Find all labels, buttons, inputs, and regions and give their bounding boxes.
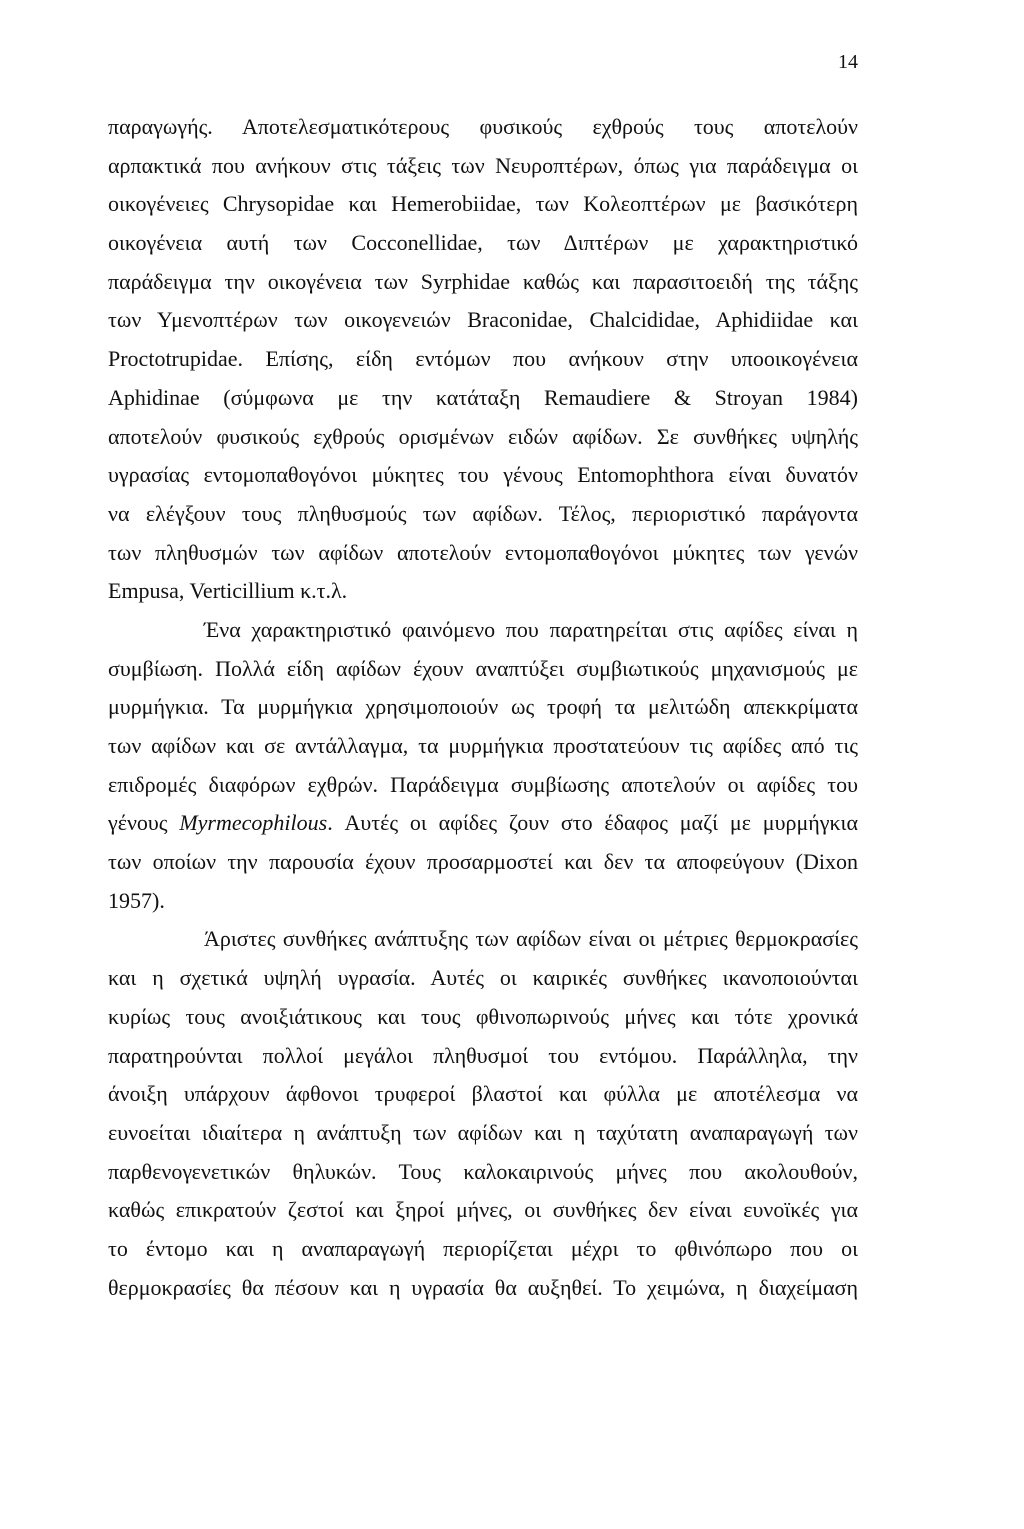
text-line: παρατηρούνται πολλοί μεγάλοι πληθυσμοί του εντόμου. Παράλληλα, την [108, 1042, 858, 1068]
text-line: των οποίων την παρουσία έχουν προσαρμοστεί και δεν τα αποφεύγουν (Dixon [108, 849, 858, 875]
text-line: των Υμενοπτέρων των οικογενειών Braconidae, Chalcididae, Aphidiidae και [108, 307, 858, 333]
text-line: επιδρομές διαφόρων εχθρών. Παράδειγμα συμβίωσης αποτελούν οι αφίδες του [108, 771, 858, 797]
text-line: αποτελούν φυσικούς εχθρούς ορισμένων ειδών αφίδων. Σε συνθήκες υψηλής [108, 423, 858, 449]
text-line: αρπακτικά που ανήκουν στις τάξεις των Νευροπτέρων, όπως για παράδειγμα οι [108, 152, 858, 178]
text-line: άνοιξη υπάρχουν άφθονοι τρυφεροί βλαστοί και φύλλα με αποτέλεσμα να [108, 1081, 858, 1107]
text-line: οικογένειες Chrysopidae και Hemerobiidae, των Κολεοπτέρων με βασικότερη [108, 191, 858, 217]
page-number: 14 [838, 51, 858, 73]
text-line: θερμοκρασίες θα πέσουν και η υγρασία θα αυξηθεί. Το χειμώνα, η διαχείμαση [108, 1274, 858, 1300]
text-segment: . Αυτές οι αφίδες ζουν στο έδαφος μαζί με μυρμήγκια [327, 810, 858, 836]
text-line: και η σχετικά υψηλή υγρασία. Αυτές οι καιρικές συνθήκες ικανοποιούνται [108, 965, 858, 991]
text-line: ευνοείται ιδιαίτερα η ανάπτυξη των αφίδων και η ταχύτατη αναπαραγωγή των [108, 1119, 858, 1145]
text-line: κυρίως τους ανοιξιάτικους και τους φθινοπωρινούς μήνες και τότε χρονικά [108, 1003, 858, 1029]
body-text [108, 108, 858, 1307]
text-line: Ένα χαρακτηριστικό φαινόμενο που παρατηρείται στις αφίδες είναι η [204, 616, 858, 642]
text-line: των αφίδων και σε αντάλλαγμα, τα μυρμήγκια προστατεύουν τις αφίδες από τις [108, 733, 858, 758]
text-line: Proctotrupidae. Επίσης, είδη εντόμων που ανήκουν στην υποοικογένεια [108, 346, 858, 372]
text-line: παρθενογενετικών θηλυκών. Τους καλοκαιρινούς μήνες που ακολουθούν, [108, 1158, 858, 1184]
text-line: συμβίωση. Πολλά είδη αφίδων έχουν αναπτύξει συμβιωτικούς μηχανισμούς με [108, 655, 858, 681]
text-line: μυρμήγκια. Τα μυρμήγκια χρησιμοποιούν ως τροφή τα μελιτώδη απεκκρίματα [108, 694, 858, 720]
text-line: παραγωγής. Αποτελεσματικότερους φυσικούς εχθρούς τους αποτελούν [108, 114, 858, 139]
text-line: των πληθυσμών των αφίδων αποτελούν εντομοπαθογόνοι μύκητες των γενών [108, 539, 858, 565]
text-line: υγρασίας εντομοπαθογόνοι μύκητες του γένους Entomophthora είναι δυνατόν [108, 462, 858, 488]
text-line-with-italic [108, 804, 858, 843]
text-line: καθώς επικρατούν ζεστοί και ξηροί μήνες, οι συνθήκες δεν είναι ευνοϊκές για [108, 1197, 858, 1223]
text-line: να ελέγξουν τους πληθυσμούς των αφίδων. Τέλος, περιοριστικό παράγοντα [108, 500, 858, 526]
text-line: παράδειγμα την οικογένεια των Syrphidae καθώς και παρασιτοειδή της τάξης [108, 268, 858, 294]
text-line: 1957). [108, 887, 165, 913]
genus-name-italic: Myrmecophilous [179, 810, 328, 836]
text-line: το έντομο και η αναπαραγωγή περιορίζεται μέχρι το φθινόπωρο που οι [108, 1235, 858, 1261]
text-line: Aphidinae (σύμφωνα με την κατάταξη Remaudiere & Stroyan 1984) [108, 384, 858, 410]
text-segment: γένους [108, 810, 180, 836]
text-line: Empusa, Verticillium κ.τ.λ. [108, 578, 348, 604]
text-line: οικογένεια αυτή των Cocconellidae, των Διπτέρων με χαρακτηριστικό [108, 230, 858, 256]
text-line: Άριστες συνθήκες ανάπτυξης των αφίδων είναι οι μέτριες θερμοκρασίες [204, 926, 858, 952]
